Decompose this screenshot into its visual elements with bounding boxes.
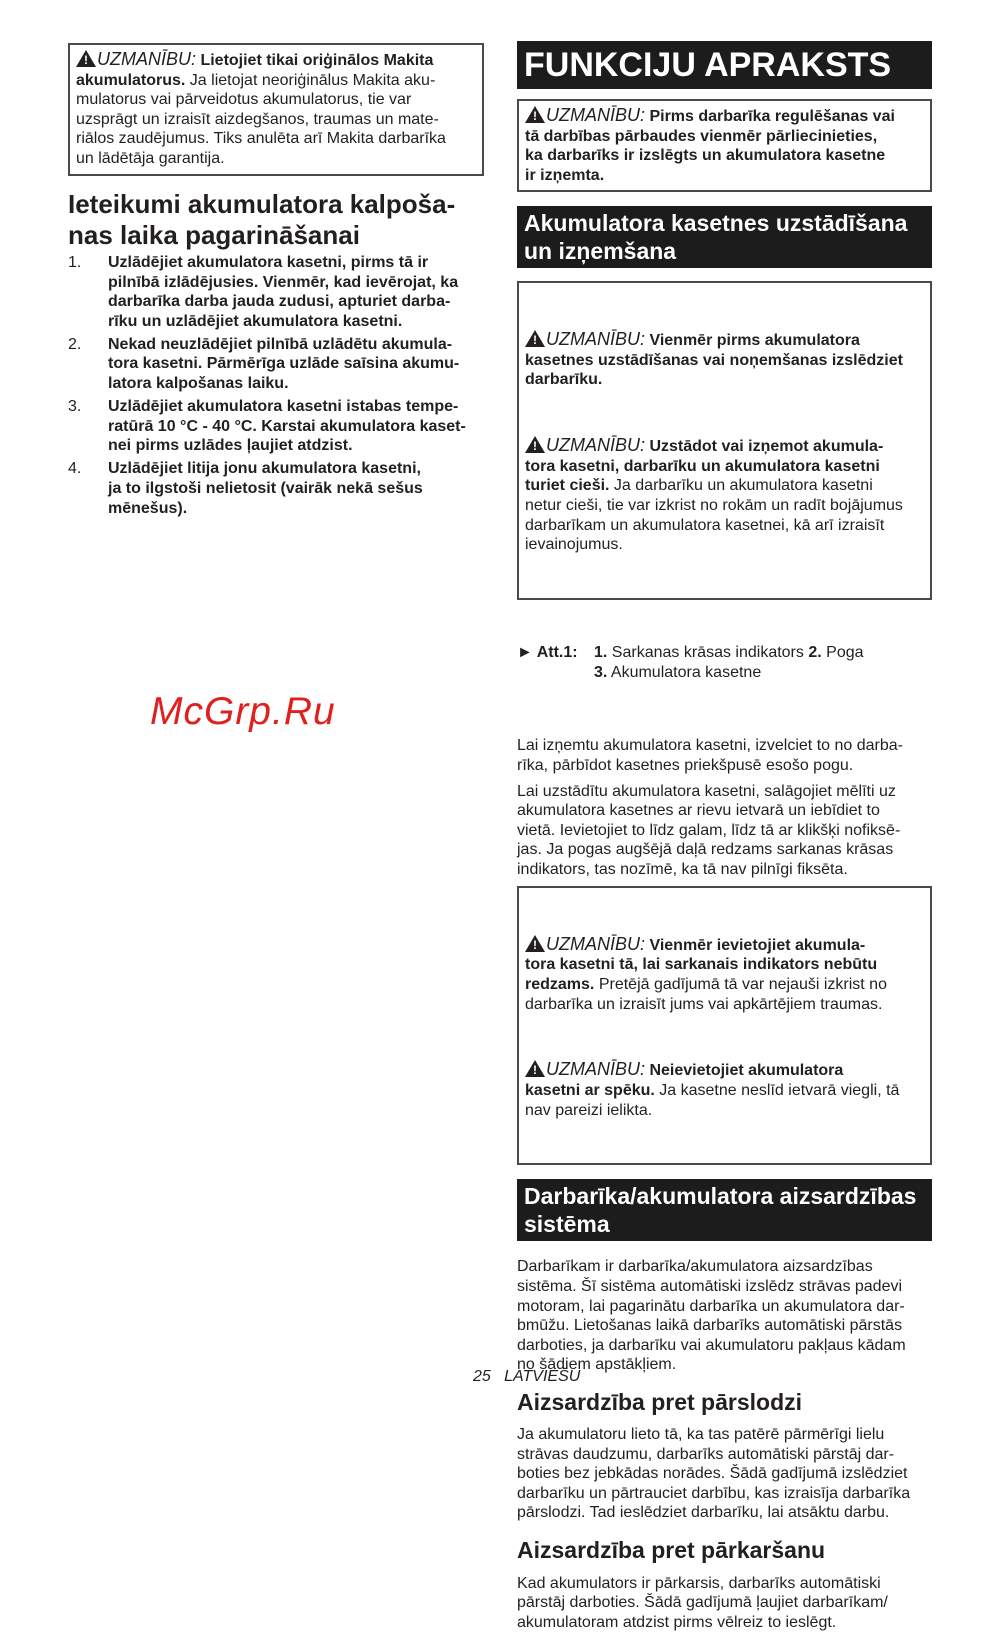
caution-hold-firmly — [525, 436, 924, 555]
caution-bold-text: Neievietojiet akumulatora kasetni ar spēku. — [525, 1062, 844, 1099]
list-number: 3. — [68, 398, 82, 416]
warning-icon — [525, 106, 545, 123]
paragraph-overheat: Kad akumulators ir pārkarsis, darbarīks automātiski pārstāj darboties. Šādā gadījumā ļaujiet darbarīkam/ akumulatoram atdzist pirms vēlreiz to ieslēgt. — [517, 1574, 888, 1632]
footer-language: LATVIEŠU — [504, 1368, 581, 1385]
heading-overheat-protection: Aizsardzība pret pārkaršanu — [517, 1536, 826, 1563]
list-item — [68, 397, 484, 456]
warning-icon — [525, 1060, 545, 1077]
figure-item-label: Poga — [826, 644, 864, 662]
figure-item-label: Sarkanas krāsas indikators — [611, 644, 804, 662]
caution-text: Pretējā gadījumā tā var nejauši izkrist no darbarīka un izraisīt jums vai apkārtējiem traumas. — [525, 976, 887, 1013]
warning-icon — [525, 935, 545, 952]
caution-box-install — [517, 281, 932, 600]
section-heading-protection-system: Darbarīka/akumulatora aizsardzības sistēma — [517, 1179, 932, 1241]
warning-icon — [525, 436, 545, 453]
list-text: Uzlādējiet akumulatora kasetni, pirms tā ir pilnībā izlādējusies. Vienmēr, kad ievērojat, ka darbarīka darba jauda zudusi, apturiet darba- rīku un uzlādējiet akumulatora kasetni. — [108, 254, 459, 330]
right-column — [517, 0, 932, 1633]
caution-box-original-batteries — [68, 43, 484, 176]
list-number: 4. — [68, 460, 82, 478]
heading-overload-protection: Aizsardzība pret pārslodzi — [517, 1388, 803, 1415]
caution-label: UZMANĪBU: — [546, 329, 645, 350]
list-number: 2. — [68, 335, 82, 353]
section-heading-install-remove: Akumulatora kasetnes uzstādīšana un izņemšana — [517, 206, 932, 268]
caution-label: UZMANĪBU: — [546, 933, 645, 954]
left-column — [68, 0, 484, 522]
caution-box-insert — [517, 886, 932, 1166]
caution-bold-text: Lietojiet tikai oriģinālos Makita akumulatorus. — [76, 52, 434, 89]
caution-label: UZMANĪBU: — [546, 105, 645, 125]
battery-tips-list — [68, 253, 484, 518]
figure-caption — [517, 604, 932, 722]
list-item — [68, 253, 484, 331]
figure-ref: ► Att.1: — [517, 644, 578, 662]
caution-label: UZMANĪBU: — [546, 1059, 645, 1080]
section-heading-battery-tips: Ieteikumi akumulatora kalpoša- nas laika pagarināšanai — [68, 189, 456, 250]
page-title: FUNKCIJU APRAKSTS — [517, 41, 932, 89]
figure-item-label: Akumulatora kasetne — [610, 663, 762, 681]
page-number: 25 — [473, 1368, 491, 1385]
paragraph-install: Lai uzstādītu akumulatora kasetni, salāgojiet mēlīti uz akumulatora kasetnes ar rievu ietvarā un iebīdiet to vietā. Ievietojiet to līdz galam, līdz tā ar klikšķi nofiksē- jas. Ja pogas augšējā daļā redzams sarkanas krāsas indikators, tas nozīmē, ka tā nav pilnīgi fiksēta. — [517, 782, 901, 879]
paragraph-protection-system: Darbarīkam ir darbarīka/akumulatora aizsardzības sistēma. Šī sistēma automātiski izslēdz strāvas padevi motoram, lai pagarinātu darbarīka un akumulatora dar- bmūžu. Lietošanas laikā darbarīks automātiski pārstās darboties, ja darbarīku vai akumulatoru pakļaus kādam no šādiem apstākļiem. — [517, 1258, 906, 1374]
page-footer — [473, 1368, 580, 1386]
list-item — [68, 459, 484, 518]
watermark: McGrp.Ru — [150, 690, 336, 733]
list-text: Uzlādējiet litija jonu akumulatora kasetni, ja to ilgstoši nelietosit (vairāk nekā sešus mēnešus). — [108, 460, 423, 517]
caution-text: Ja lietojat neoriģinālus Makita aku- mulatorus vai pārveidotus akumulatorus, tie var uzsprāgt un izraisīt aizdegšanos, traumas un mate- riālos zaudējumus. Tiks anulēta arī Makita darbarīka un lādētāja garantija. — [76, 71, 446, 167]
warning-icon — [525, 330, 545, 347]
paragraph-remove: Lai izņemtu akumulatora kasetni, izvelciet to no darba- rīka, pārbīdot kasetnes priekšpusē esošo pogu. — [517, 737, 903, 775]
caution-text: Ja kasetne neslīd ietvarā viegli, tā nav pareizi ielikta. — [525, 1081, 900, 1119]
caution-label: UZMANĪBU: — [546, 435, 645, 456]
caution-box-before-adjusting — [517, 99, 932, 192]
list-text: Uzlādējiet akumulatora kasetni istabas tempe- ratūrā 10 °C - 40 °C. Karstai akumulatora kaset- nei pirms uzlādes ļaujiet atdzist. — [108, 398, 466, 455]
figure-ref-label: Att.1: — [536, 644, 578, 662]
figure-item-number: 1. — [594, 644, 608, 662]
list-item — [68, 335, 484, 394]
caution-switch-off — [525, 330, 924, 390]
caution-bold-text: Pirms darbarīka regulēšanas vai tā darbības pārbaudes vienmēr pārliecinieties, ka darbarīks ir izslēgts un akumulatora kasetne ir izņemta. — [525, 108, 895, 184]
list-text: Nekad neuzlādējiet pilnībā uzlādētu akumula- tora kasetni. Pārmērīga uzlāde saīsina akumu- latora kalpošanas laiku. — [108, 335, 460, 393]
caution-no-force — [525, 1060, 924, 1120]
figure-item-number: 3. — [594, 663, 608, 681]
caution-label: UZMANĪBU: — [97, 49, 196, 69]
caution-bold-text: Vienmēr pirms akumulatora kasetnes uzstādīšanas vai noņemšanas izslēdziet darbarīku. — [525, 332, 903, 389]
caution-text: Ja darbarīku un akumulatora kasetni netur cieši, tie var izkrist no rokām un radīt bojājumus darbarīkam un akumulatora kasetnei, kā arī izraisīt ievainojumus. — [525, 477, 903, 554]
caution-indicator — [525, 935, 924, 1014]
caution-bold-text: Vienmēr ievietojiet akumula- tora kasetni tā, lai sarkanais indikators nebūtu redzams. — [525, 936, 878, 993]
figure-item-number: 2. — [808, 644, 822, 662]
list-number: 1. — [68, 254, 82, 271]
paragraph-overload: Ja akumulatoru lieto tā, ka tas patērē pārmērīgi lielu strāvas daudzumu, darbarīks automātiski pārstāj dar- boties bez jebkādas norādes. Šādā gadījumā izslēdziet darbarīku un pārtrauciet darbību, kas izraisīja darbarīka pārslodzi. Tad ieslēdziet darbarīku, lai atsāktu darbu. — [517, 1425, 911, 1522]
caution-bold-text: Uzstādot vai izņemot akumula- tora kasetni, darbarīku un akumulatora kasetni turiet cieši. — [525, 438, 884, 495]
warning-icon — [76, 50, 96, 67]
